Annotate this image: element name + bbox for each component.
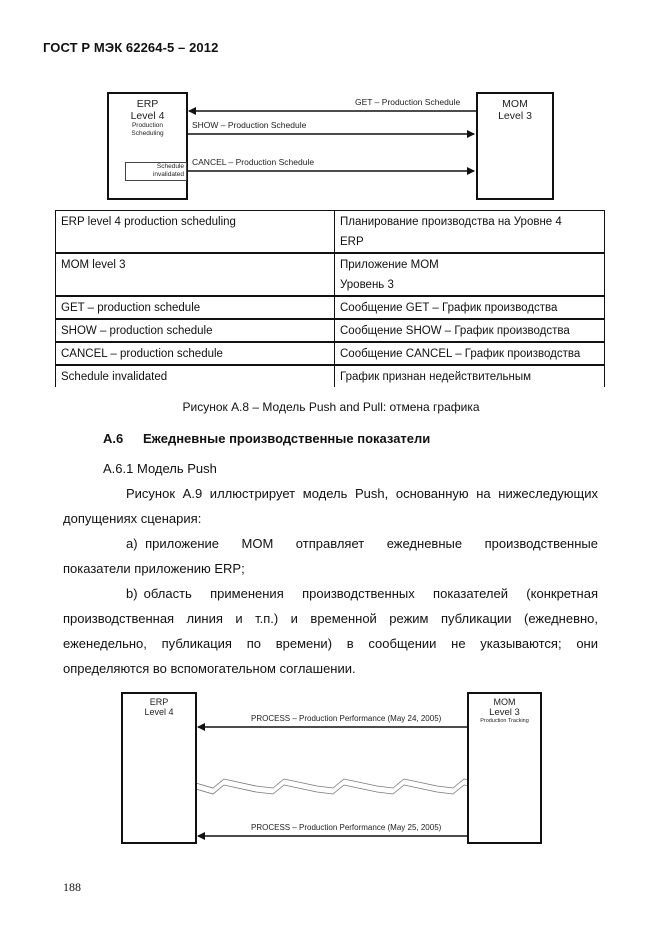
paragraph-line: производственная линия и т.п.) и временной режим публикации (ежедневно, [63, 611, 598, 626]
time-break-zigzag [182, 779, 500, 794]
table-cell-en: SHOW – production schedule [56, 319, 335, 342]
page-number: 188 [63, 880, 81, 894]
table-cell-ru [335, 211, 605, 254]
paragraph-line: показатели приложению ERP; [63, 561, 245, 576]
figure-a8-arrows [0, 0, 662, 210]
paragraph-line: a) приложение МОМ отправляет ежедневные производственные [126, 536, 598, 551]
mom-level3-box [476, 92, 554, 200]
section-title: Ежедневные производственные показатели [143, 431, 431, 446]
cell-text: Уровень 3 [340, 279, 394, 291]
mom-box-level: Level 3 [498, 110, 532, 122]
table-cell-en: CANCEL – production schedule [56, 342, 335, 365]
table-row [56, 296, 605, 319]
erp-box-sub1: Production [131, 122, 164, 129]
erp-level4-box [121, 692, 197, 844]
table-cell-en: ERP level 4 production scheduling [56, 211, 335, 254]
table-cell-ru [335, 253, 605, 296]
section-number: А.6 [103, 431, 124, 446]
paragraph-line: b) область применения производственных показателей (конкретная [126, 586, 598, 601]
erp-level4-box [107, 92, 188, 200]
message-show-label: SHOW – Production Schedule [192, 120, 307, 130]
mom-box-level: Level 3 [489, 707, 520, 718]
cell-text: Приложение МОМ [340, 259, 439, 271]
table-row [56, 319, 605, 342]
schedule-invalidated-state [125, 162, 187, 181]
table-cell-ru: Сообщение CANCEL – График производства [335, 342, 605, 365]
message-get-label: GET – Production Schedule [355, 97, 461, 107]
subsection-heading: А.6.1 Модель Push [103, 461, 217, 476]
erp-box-level: Level 4 [144, 707, 174, 717]
cell-text: ERP [340, 236, 364, 248]
table-cell-en: GET – production schedule [56, 296, 335, 319]
state-line2: invalidated [152, 171, 184, 178]
table-row [56, 211, 605, 254]
figure-a9-arrows [0, 680, 662, 860]
erp-box-title: ERP [136, 98, 159, 110]
paragraph-line: Рисунок А.9 иллюстрирует модель Push, основанную на нижеследующих [126, 486, 598, 501]
paragraph-line: определяются во вспомогательном соглашении. [63, 661, 356, 676]
table-cell-ru: Сообщение GET – График производства [335, 296, 605, 319]
erp-box-level: Level 4 [130, 110, 165, 122]
mom-box-title: MOM [493, 697, 516, 707]
table-row [56, 365, 605, 387]
table-cell-ru: Сообщение SHOW – График производства [335, 319, 605, 342]
table-cell-ru: График признан недействительным [335, 365, 605, 387]
mom-box-sub: Production Tracking [480, 718, 529, 724]
cell-text: Планирование производства на Уровне 4 [340, 216, 562, 228]
mom-box-title: MOM [502, 98, 528, 110]
message-cancel-label: CANCEL – Production Schedule [192, 157, 315, 167]
document-header: ГОСТ Р МЭК 62264-5 – 2012 [43, 40, 219, 55]
paragraph-line: допущениях сценария: [63, 511, 202, 526]
glossary-table [55, 210, 605, 387]
mom-level3-box [467, 692, 542, 844]
figure-a8-caption: Рисунок А.8 – Модель Push and Pull: отмена графика [182, 400, 480, 414]
state-line1: Schedule [156, 163, 184, 170]
table-cell-en: MOM level 3 [56, 253, 335, 296]
message-process-may25-label: PROCESS – Production Performance (May 25, 2005) [251, 823, 442, 832]
paragraph-line: еженедельно, публикация по времени) в сообщении не указываются; они [63, 636, 598, 651]
table-cell-en: Schedule invalidated [56, 365, 335, 387]
erp-box-sub2: Scheduling [131, 130, 164, 137]
erp-box-title: ERP [149, 697, 169, 707]
table-row [56, 342, 605, 365]
table-row [56, 253, 605, 296]
message-process-may24-label: PROCESS – Production Performance (May 24, 2005) [251, 714, 442, 723]
section-heading [103, 431, 430, 446]
